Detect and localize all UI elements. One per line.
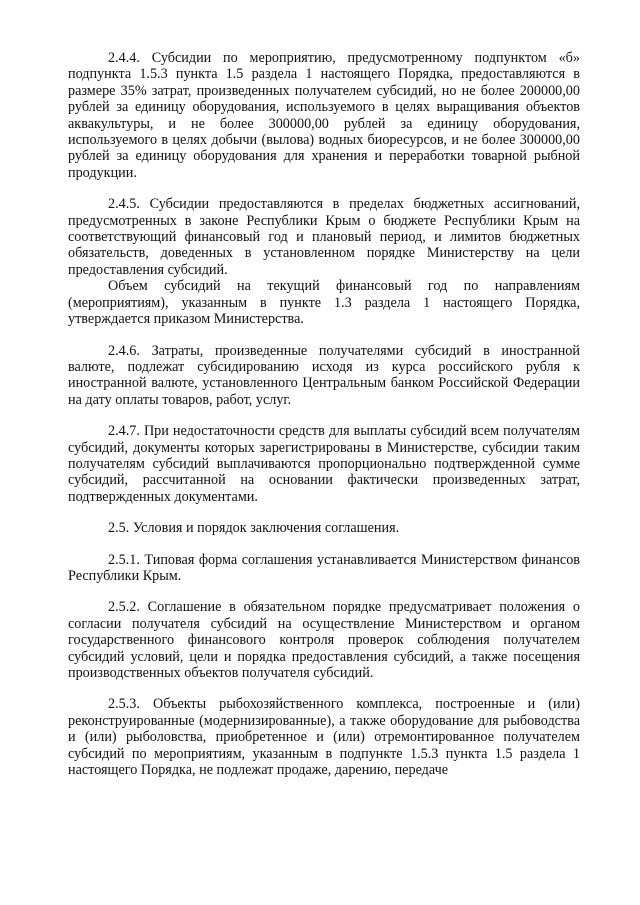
paragraph-2-4-6: 2.4.6. Затраты, произведенные получателями субсидий в иностранной валюте, подлежат субсидированию исходя из курса российского рубля к иностранной валюте, установленного Центральным банком Российской Федерации на дату оплаты товаров, работ, услуг.	[68, 342, 580, 408]
paragraph-2-5-3: 2.5.3. Объекты рыбохозяйственного комплекса, построенные и (или) реконструированные (модернизированные), а также оборудование для рыбоводства и (или) рыболовства, приобретенное и (или) отремонтированное получателем субсидий по мероприятиям, указанным в подпункте 1.5.3 пункта 1.5 раздела 1 настоящего Порядка, не подлежат продаже, дарению, передаче	[68, 696, 580, 779]
paragraph-2-5-1: 2.5.1. Типовая форма соглашения устанавливается Министерством финансов Республики Крым.	[68, 551, 580, 584]
paragraph-2-4-5: 2.4.5. Субсидии предоставляются в пределах бюджетных ассигнований, предусмотренных в законе Республики Крым о бюджете Республики Крым на соответствующий финансовый год и плановый период, и лимитов бюджетных обязательств, доведенных в установленном порядке Министерству на цели предоставления субсидий.	[68, 196, 580, 278]
paragraph-2-5: 2.5. Условия и порядок заключения соглашения.	[108, 520, 400, 537]
paragraph-2-4-7: 2.4.7. При недостаточности средств для выплаты субсидий всем получателям субсидий, документы которых зарегистрированы в Министерстве, субсидии таким получателям субсидий выплачиваются пропорционально подтвержденной сумме субсидий, рассчитанной на основании фактически произведенных затрат, подтвержденных документами.	[68, 423, 580, 505]
paragraph-2-5-2: 2.5.2. Соглашение в обязательном порядке предусматривает положения о согласии получателя субсидий на осуществление Министерством и органом государственного финансового контроля проверок соблюдения получателем субсидий условий, цели и порядка предоставления субсидий, а также посещения производственных объектов получателя субсидий.	[68, 599, 580, 681]
paragraph-2-4-4: 2.4.4. Субсидии по мероприятию, предусмотренному подпунктом «б» подпункта 1.5.3 пункта 1.5 раздела 1 настоящего Порядка, предоставляются в размере 35% затрат, произведенных получателем субсидий, но не более 200000,00 рублей за единицу оборудования, используемого в целях выращивания объектов аквакультуры, и не более 300000,00 рублей за единицу оборудования, используемого в целях добычи (вылова) водных биоресурсов, и не более 300000,00 рублей за единицу оборудования для хранения и переработки товарной рыбной продукции.	[68, 50, 580, 181]
paragraph-2-4-5-volume: Объем субсидий на текущий финансовый год по направлениям (мероприятиям), указанным в пункте 1.3 раздела 1 настоящего Порядка, утверждается приказом Министерства.	[68, 278, 580, 328]
document-page	[68, 50, 580, 778]
